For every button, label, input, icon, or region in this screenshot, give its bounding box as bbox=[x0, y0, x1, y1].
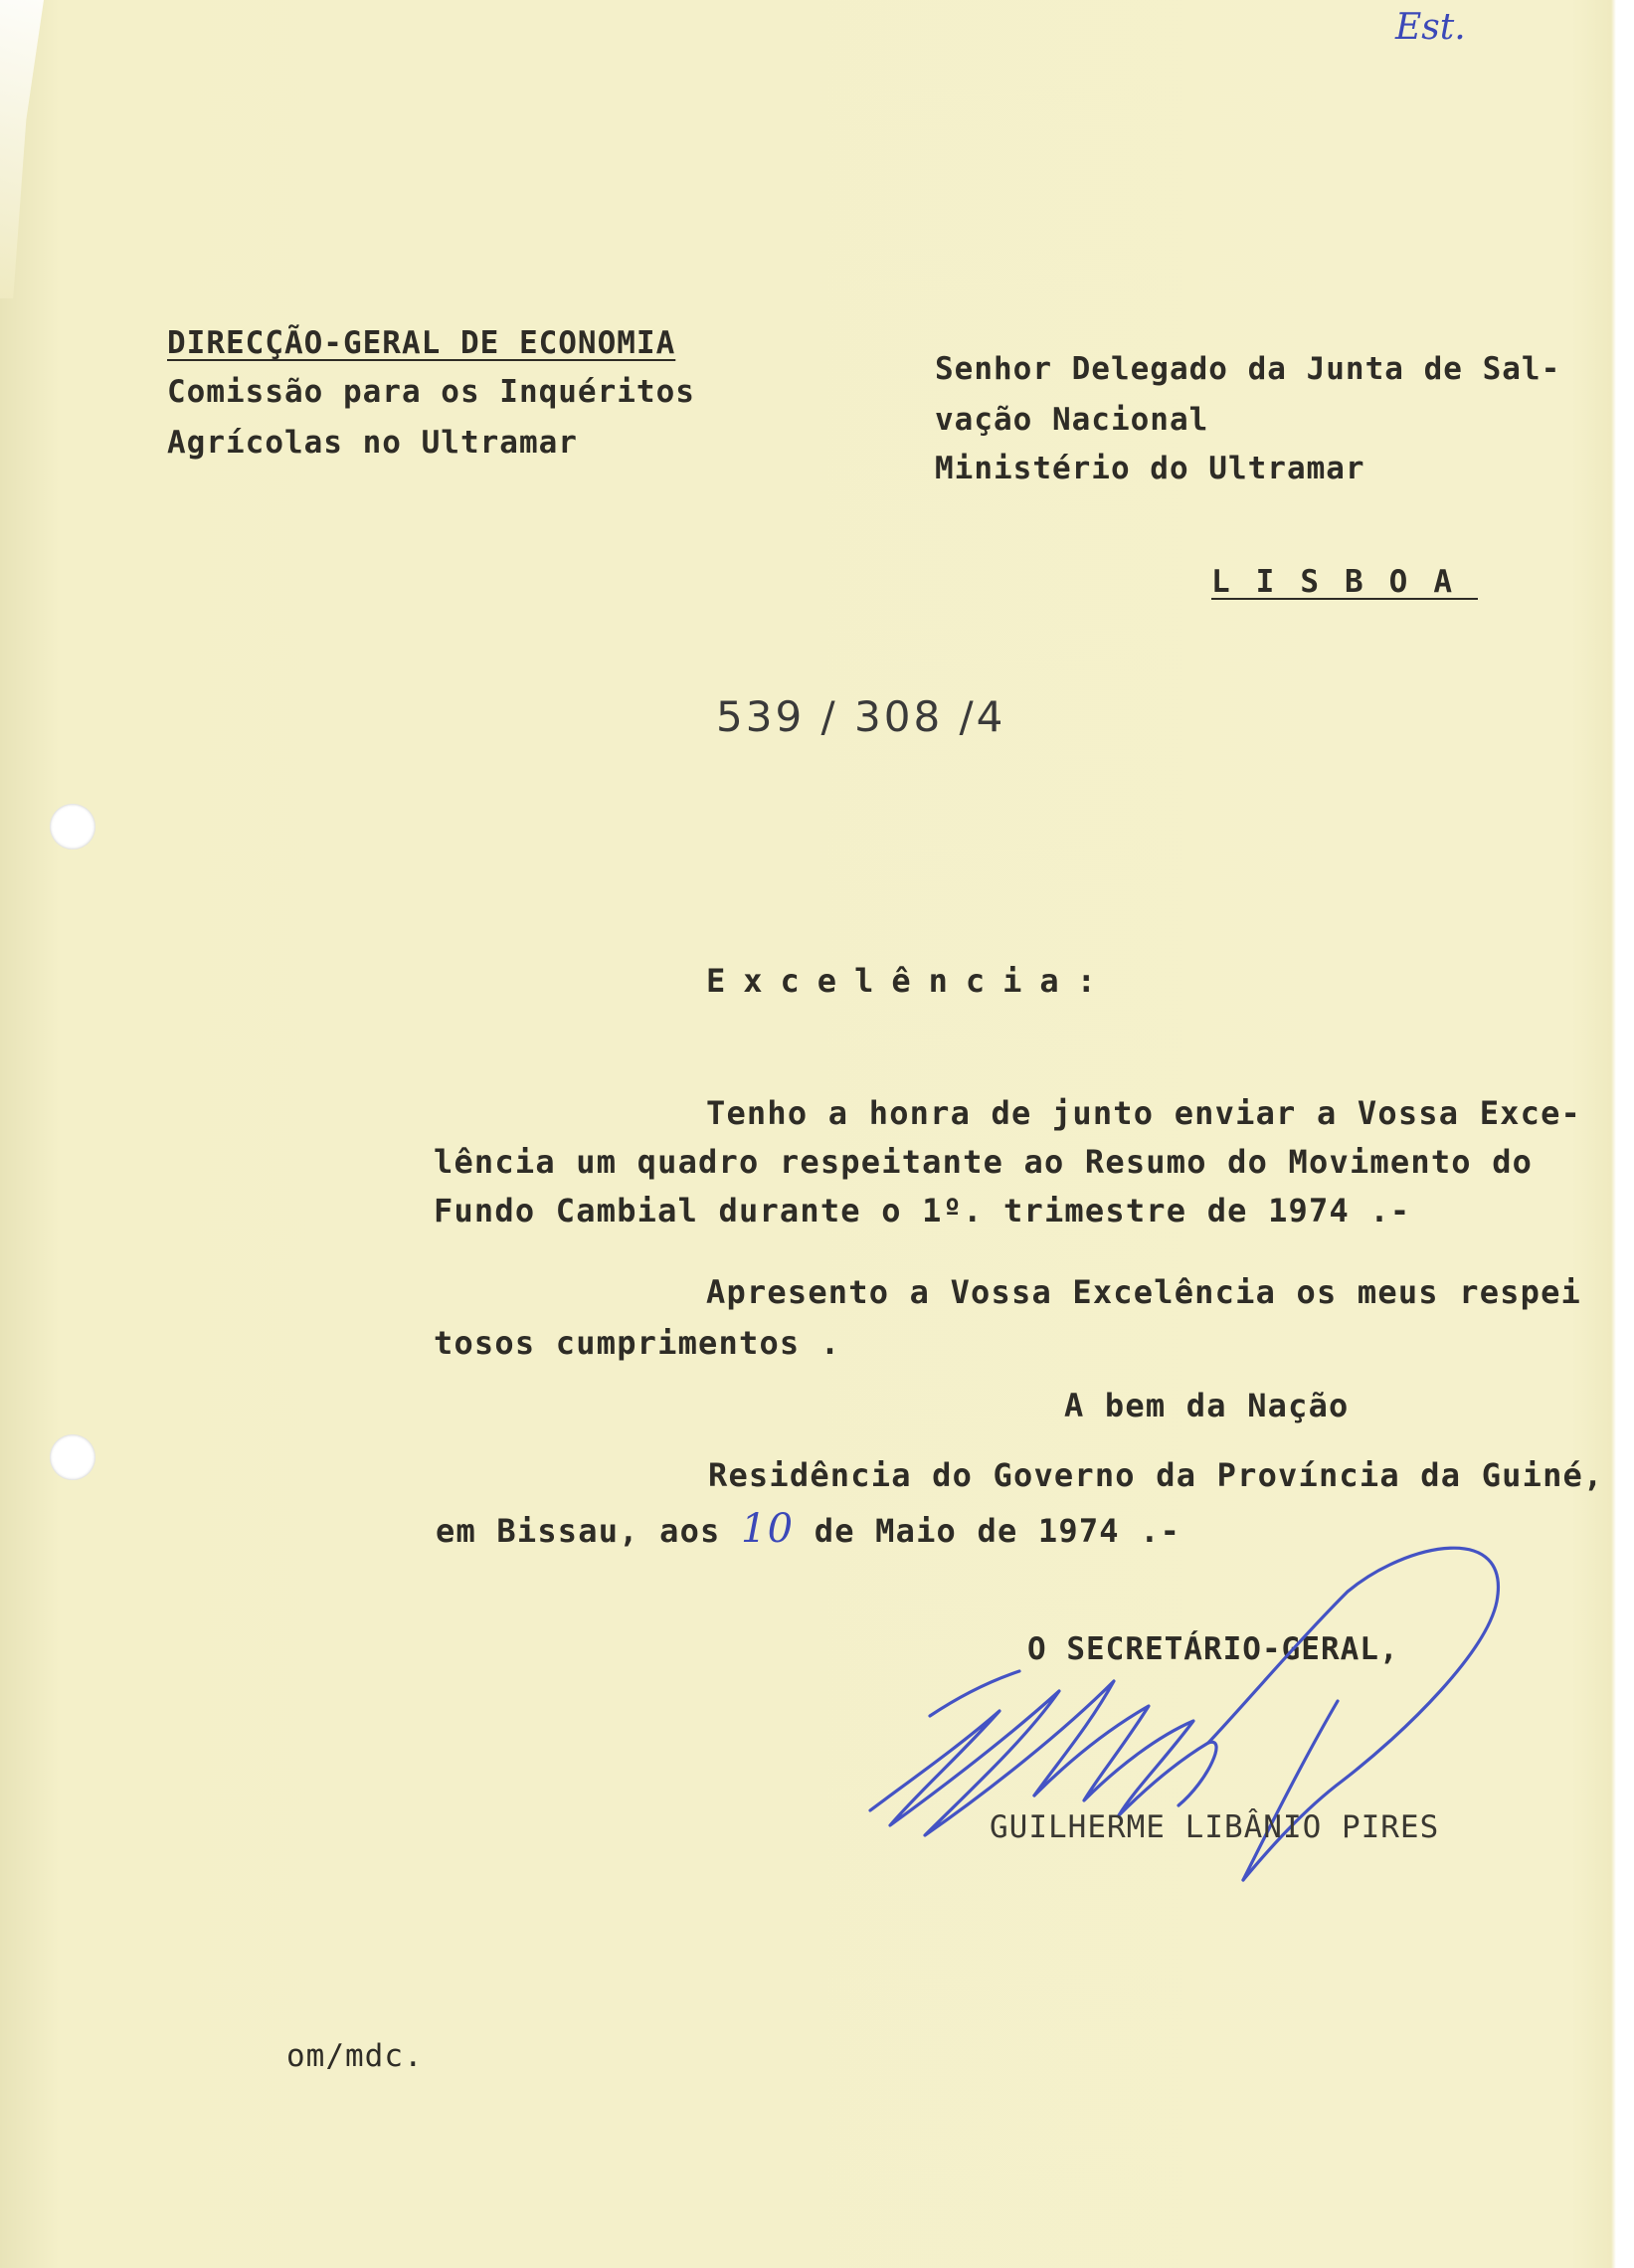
handwritten-day: 10 bbox=[740, 1506, 795, 1552]
recipient-city: LISBOA bbox=[1211, 564, 1478, 600]
place-line-1: Residência do Governo da Província da Guiné, bbox=[708, 1456, 1604, 1494]
body-p2-line2: tosos cumprimentos . bbox=[434, 1324, 841, 1362]
reference-number: 539 / 308 /4 bbox=[716, 692, 1006, 741]
salutation: Excelência: bbox=[706, 962, 1114, 1000]
body-p1-line3: Fundo Cambial durante o 1º. trimestre de 1974 .- bbox=[434, 1192, 1411, 1229]
signatory-title: O SECRETÁRIO-GERAL, bbox=[1027, 1631, 1399, 1667]
punch-hole-upper bbox=[50, 804, 95, 850]
body-p2-line1: Apresento a Vossa Excelência os meus respei bbox=[706, 1273, 1582, 1311]
body-p1-line1: Tenho a honra de junto enviar a Vossa Exce- bbox=[706, 1094, 1582, 1132]
sender-line-3: Agrícolas no Ultramar bbox=[167, 425, 578, 461]
recipient-line-2: vação Nacional bbox=[935, 402, 1209, 438]
recipient-line-3: Ministério do Ultramar bbox=[935, 451, 1365, 486]
punch-hole-lower bbox=[50, 1434, 95, 1480]
body-p1-line2: lência um quadro respeitante ao Resumo do Movimento do bbox=[434, 1143, 1534, 1181]
signatory-name: GUILHERME LIBÂNIO PIRES bbox=[990, 1809, 1440, 1845]
typist-initials: om/mdc. bbox=[286, 2038, 424, 2074]
place-suffix: de Maio de 1974 .- bbox=[794, 1512, 1181, 1550]
place-prefix: em Bissau, aos bbox=[436, 1512, 741, 1550]
recipient-line-1: Senhor Delegado da Junta de Sal- bbox=[935, 351, 1561, 387]
sender-department: DIRECÇÃO-GERAL DE ECONOMIA bbox=[167, 325, 676, 361]
sender-line-2: Comissão para os Inquéritos bbox=[167, 374, 695, 410]
handwritten-annotation: Est. bbox=[1395, 7, 1466, 48]
closing-formula: A bem da Nação bbox=[1064, 1387, 1350, 1424]
